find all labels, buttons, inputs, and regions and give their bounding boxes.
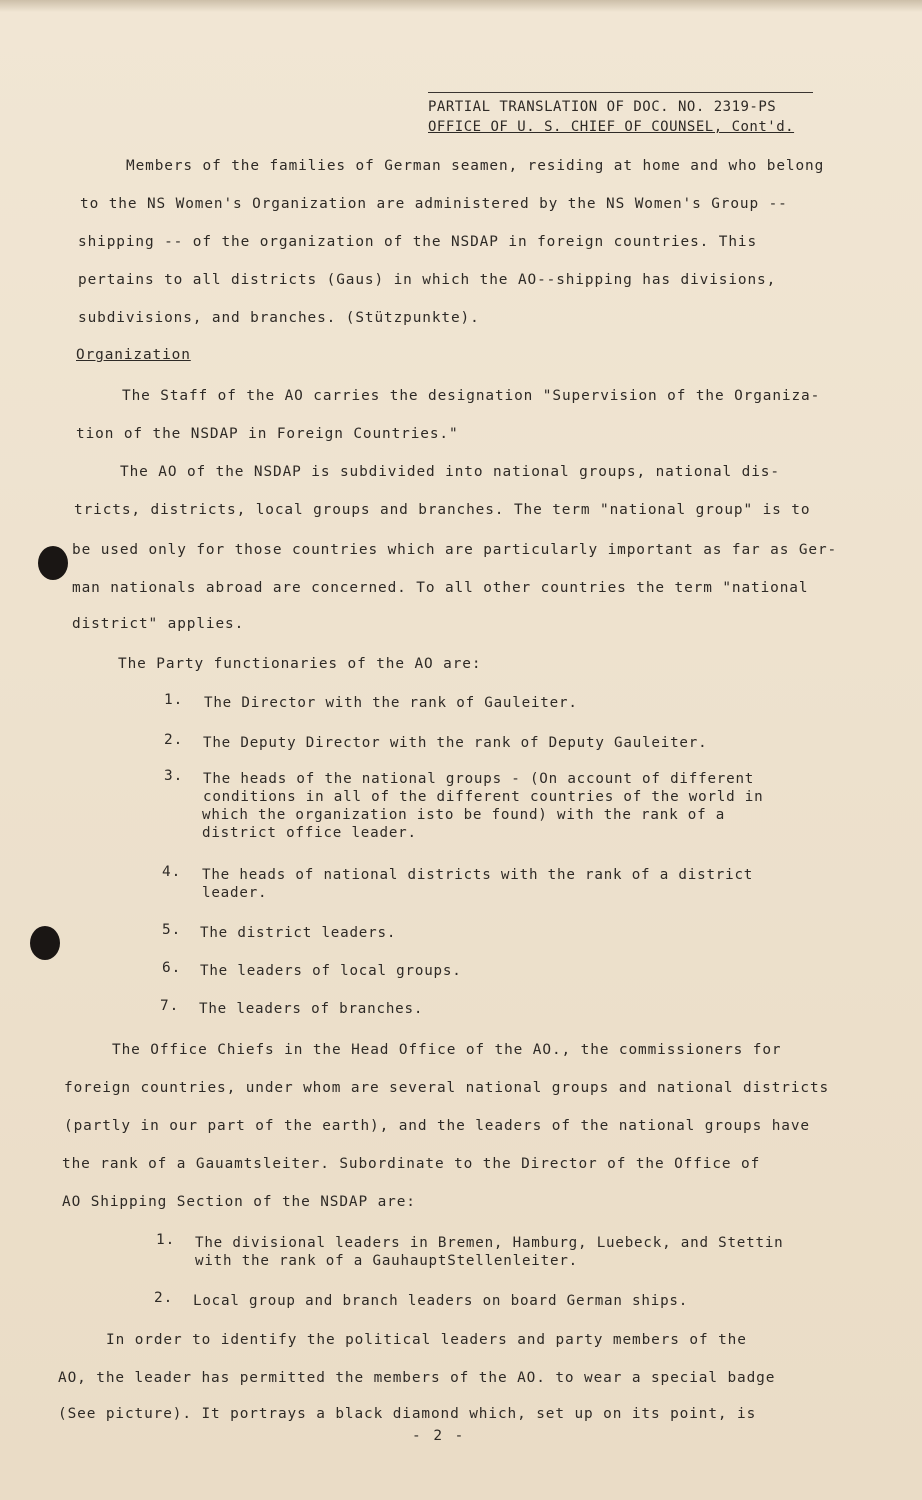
section-heading: Organization: [76, 347, 191, 363]
para1-line: subdivisions, and branches. (Stützpunkte).: [78, 310, 480, 326]
list1-number: 1.: [164, 692, 184, 708]
para6-line: AO, the leader has permitted the members of the AO. to wear a special badge: [58, 1370, 776, 1386]
list1-item: The Deputy Director with the rank of Deputy Gauleiter.: [203, 735, 708, 751]
para5-line: foreign countries, under whom are several national groups and national districts: [64, 1080, 830, 1096]
para6-line: (See picture). It portrays a black diamond which, set up on its point, is: [58, 1406, 757, 1422]
para5-line: The Office Chiefs in the Head Office of the AO., the commissioners for: [112, 1042, 782, 1058]
list2-number: 2.: [154, 1290, 174, 1306]
para2-line: The Staff of the AO carries the designation "Supervision of the Organiza-: [122, 388, 821, 404]
para3-line: man nationals abroad are concerned. To all other countries the term "national: [72, 580, 809, 596]
punch-hole-bottom: [30, 926, 60, 960]
document-header: [428, 92, 848, 137]
list1-item: The heads of national districts with the rank of a district: [202, 867, 754, 883]
para1-line: Members of the families of German seamen, residing at home and who belong: [126, 158, 825, 174]
list1-number: 3.: [164, 768, 184, 784]
para3-line: The AO of the NSDAP is subdivided into national groups, national dis-: [120, 464, 780, 480]
list1-item: The Director with the rank of Gauleiter.: [204, 695, 578, 711]
header-rule: [428, 92, 813, 93]
header-office: OFFICE OF U. S. CHIEF OF COUNSEL, Cont'd.: [428, 119, 795, 135]
para4-line: The Party functionaries of the AO are:: [118, 656, 482, 672]
list1-item: The leaders of branches.: [199, 1001, 424, 1017]
punch-hole-top: [38, 546, 68, 580]
list1-number: 6.: [162, 960, 182, 976]
list1-item: The district leaders.: [200, 925, 397, 941]
header-title: PARTIAL TRANSLATION OF DOC. NO. 2319-PS: [428, 99, 777, 115]
list1-number: 7.: [160, 998, 180, 1014]
list1-number: 5.: [162, 922, 182, 938]
para5-line: AO Shipping Section of the NSDAP are:: [62, 1194, 416, 1210]
list2-item: Local group and branch leaders on board German ships.: [193, 1293, 689, 1309]
para3-line: tricts, districts, local groups and branches. The term "national group" is to: [74, 502, 811, 518]
para5-line: (partly in our part of the earth), and the leaders of the national groups have: [64, 1118, 810, 1134]
para1-line: to the NS Women's Organization are administered by the NS Women's Group --: [80, 196, 788, 212]
para5-line: the rank of a Gauamtsleiter. Subordinate to the Director of the Office of: [62, 1156, 761, 1172]
list2-item: with the rank of a GauhauptStellenleiter.: [195, 1253, 579, 1269]
para6-line: In order to identify the political leaders and party members of the: [106, 1332, 747, 1348]
page-number: - 2 -: [412, 1428, 466, 1444]
para1-line: shipping -- of the organization of the NSDAP in foreign countries. This: [78, 234, 758, 250]
list2-number: 1.: [156, 1232, 176, 1248]
para2-line: tion of the NSDAP in Foreign Countries.": [76, 426, 459, 442]
list1-number: 4.: [162, 864, 182, 880]
para3-line: district" applies.: [72, 616, 245, 632]
list1-number: 2.: [164, 732, 184, 748]
list2-item: The divisional leaders in Bremen, Hamburg, Luebeck, and Stettin: [195, 1235, 784, 1251]
list1-item: The heads of the national groups - (On account of different: [203, 771, 755, 787]
list1-item: leader.: [202, 885, 268, 901]
list1-item: which the organization isto be found) with the rank of a: [202, 807, 726, 823]
para3-line: be used only for those countries which are particularly important as far as Ger-: [72, 542, 838, 558]
scan-edge: [0, 0, 922, 12]
list1-item: The leaders of local groups.: [200, 963, 462, 979]
para1-line: pertains to all districts (Gaus) in which the AO--shipping has divisions,: [78, 272, 777, 288]
list1-item: conditions in all of the different countries of the world in: [203, 789, 764, 805]
list1-item: district office leader.: [202, 825, 417, 841]
